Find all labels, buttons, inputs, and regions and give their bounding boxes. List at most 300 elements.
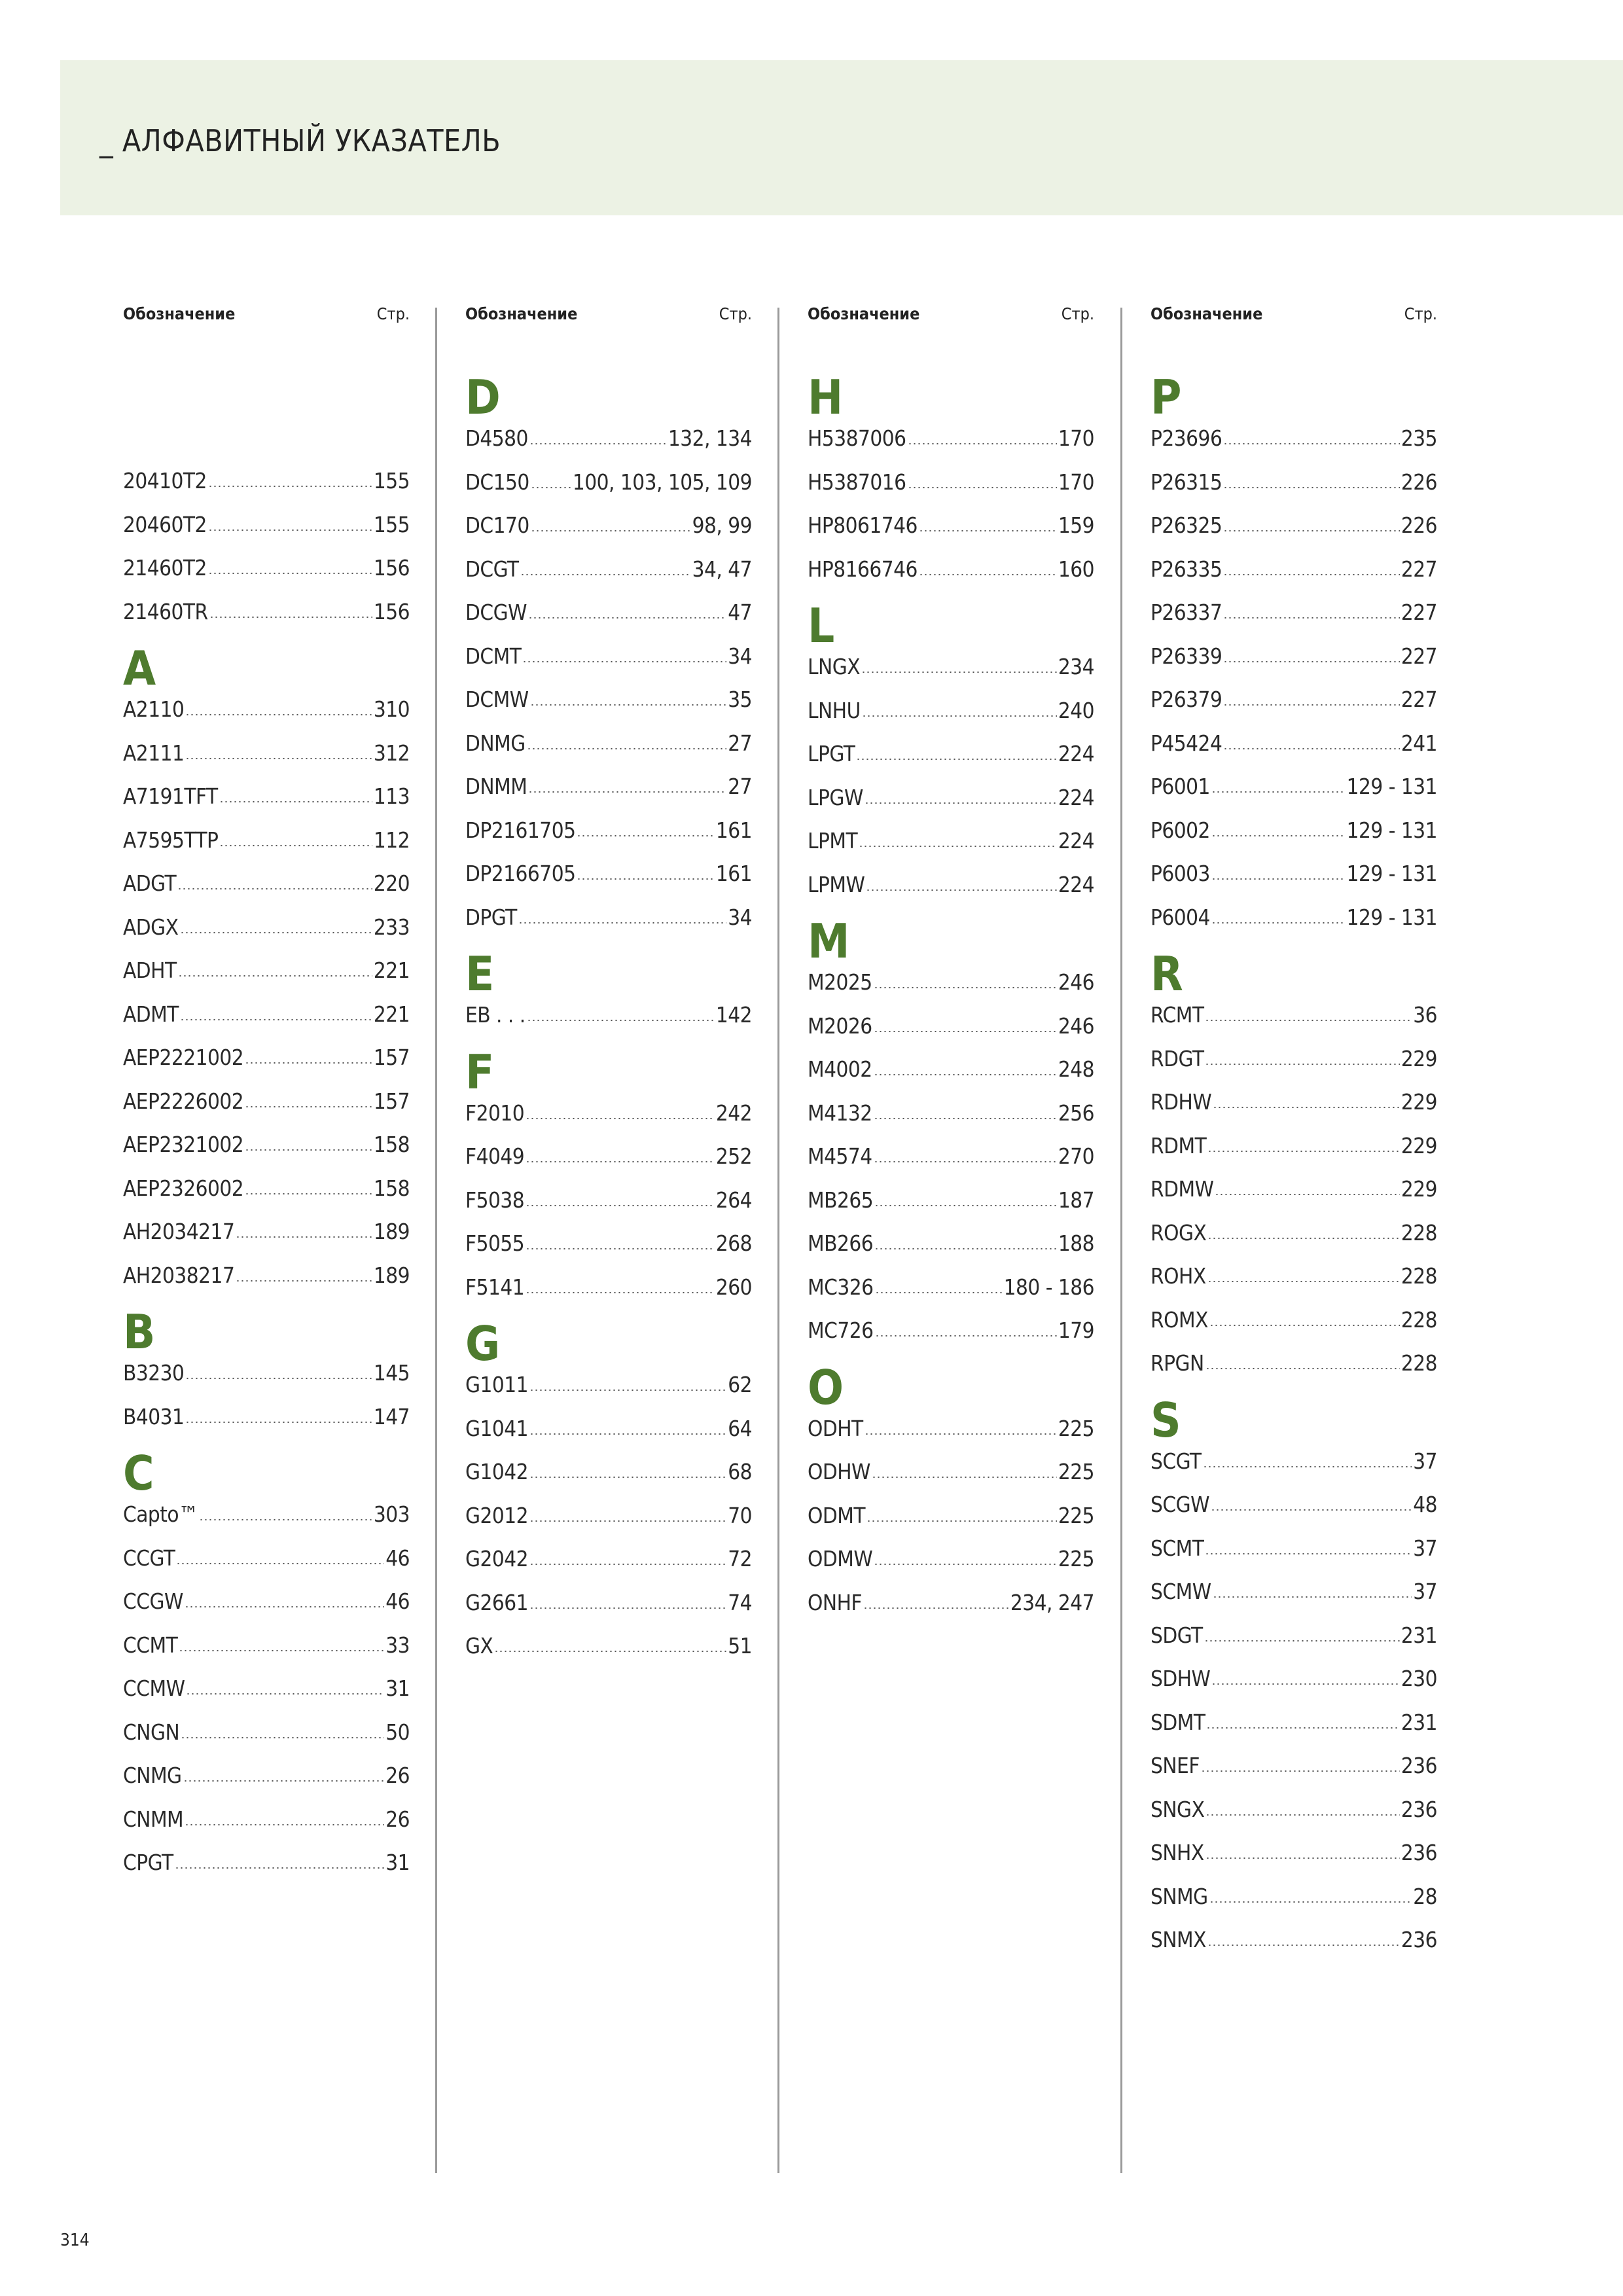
index-entry[interactable] bbox=[808, 1140, 1094, 1173]
entry-page: 233 bbox=[373, 914, 410, 940]
entry-code: RDGT bbox=[1150, 1045, 1204, 1071]
index-entry[interactable] bbox=[1150, 1662, 1437, 1695]
entry-code: P26339 bbox=[1150, 643, 1222, 669]
dot-leader bbox=[866, 1520, 1057, 1522]
dot-leader bbox=[529, 1520, 726, 1522]
index-entry[interactable] bbox=[1150, 1130, 1437, 1162]
index-entry[interactable] bbox=[123, 1041, 410, 1074]
entry-page: 158 bbox=[373, 1132, 410, 1158]
index-entry[interactable] bbox=[808, 1587, 1094, 1619]
entry-code: DC150 bbox=[465, 469, 529, 495]
section-letter: H bbox=[808, 370, 844, 425]
entry-code: MC726 bbox=[808, 1318, 874, 1344]
index-entry[interactable] bbox=[465, 1499, 752, 1532]
dot-leader bbox=[1211, 922, 1346, 924]
index-entry[interactable] bbox=[808, 694, 1094, 727]
index-entry[interactable] bbox=[808, 738, 1094, 770]
index-entry[interactable] bbox=[1150, 1880, 1437, 1913]
index-entry[interactable] bbox=[808, 422, 1094, 455]
index-entry[interactable] bbox=[123, 465, 410, 497]
index-entry[interactable] bbox=[1150, 683, 1437, 716]
entry-code: DPGT bbox=[465, 904, 517, 930]
entry-page: 224 bbox=[1058, 871, 1094, 897]
entry-code: CCGT bbox=[123, 1545, 175, 1571]
index-entry[interactable] bbox=[1150, 1532, 1437, 1565]
entry-page: 142 bbox=[715, 1002, 752, 1028]
entry-code: ADGT bbox=[123, 870, 177, 897]
dot-leader bbox=[1207, 1281, 1400, 1282]
entry-code: ROHX bbox=[1150, 1263, 1206, 1289]
column-divider bbox=[435, 308, 437, 2173]
dot-leader bbox=[577, 878, 714, 880]
entry-page: 50 bbox=[385, 1719, 410, 1745]
index-entry[interactable] bbox=[465, 683, 752, 716]
dot-leader bbox=[245, 1193, 372, 1194]
dot-leader bbox=[874, 1161, 1057, 1162]
index-column bbox=[808, 0, 1094, 2225]
entry-code: RCMT bbox=[1150, 1002, 1204, 1028]
entry-page: 160 bbox=[1058, 556, 1094, 582]
entry-code: HP8061746 bbox=[808, 512, 918, 538]
entry-code: SCMW bbox=[1150, 1579, 1211, 1605]
entry-code: LPMT bbox=[808, 828, 858, 854]
index-entry[interactable] bbox=[1150, 509, 1437, 542]
dot-leader bbox=[865, 802, 1057, 804]
entry-code: AEP2226002 bbox=[123, 1088, 244, 1114]
dot-leader bbox=[185, 1606, 384, 1607]
dot-leader bbox=[175, 1867, 385, 1869]
index-entry[interactable] bbox=[123, 1498, 410, 1531]
entry-code: SCGT bbox=[1150, 1448, 1202, 1474]
index-entry[interactable] bbox=[808, 1010, 1094, 1043]
dot-leader bbox=[185, 1824, 384, 1825]
dot-leader bbox=[530, 704, 727, 706]
index-entry[interactable] bbox=[1150, 1619, 1437, 1652]
section-letter: L bbox=[808, 598, 835, 654]
entry-code: CPGT bbox=[123, 1850, 173, 1876]
dot-leader bbox=[177, 888, 372, 889]
index-entry[interactable] bbox=[1150, 770, 1437, 803]
entry-code: G1041 bbox=[465, 1415, 529, 1441]
entry-code: DNMM bbox=[465, 774, 527, 799]
entry-code: 20460T2 bbox=[123, 511, 207, 537]
entry-code: P45424 bbox=[1150, 730, 1222, 756]
entry-page: 26 bbox=[385, 1763, 410, 1789]
dot-leader bbox=[1205, 1814, 1399, 1816]
dot-leader bbox=[180, 1019, 372, 1020]
entry-page: 68 bbox=[728, 1459, 752, 1485]
index-entry[interactable] bbox=[465, 509, 752, 542]
dot-leader bbox=[862, 715, 1057, 717]
section-letter: F bbox=[465, 1044, 495, 1100]
index-entry[interactable] bbox=[808, 466, 1094, 499]
index-entry[interactable] bbox=[1150, 422, 1437, 455]
index-entry[interactable] bbox=[1150, 1043, 1437, 1075]
dot-leader bbox=[865, 1433, 1057, 1435]
index-entry[interactable] bbox=[1150, 1260, 1437, 1293]
dot-leader bbox=[1205, 1020, 1412, 1021]
section-letter: O bbox=[808, 1359, 844, 1415]
index-entry[interactable] bbox=[1150, 1924, 1437, 1956]
index-entry[interactable] bbox=[123, 911, 410, 944]
entry-code: AEP2326002 bbox=[123, 1175, 244, 1201]
entry-page: 34 bbox=[728, 643, 752, 669]
index-entry[interactable] bbox=[123, 1357, 410, 1390]
column-header-designation: Обозначение bbox=[808, 304, 920, 323]
entry-page: 189 bbox=[373, 1262, 410, 1288]
index-entry[interactable] bbox=[123, 1085, 410, 1118]
index-entry[interactable] bbox=[465, 1630, 752, 1662]
index-entry[interactable] bbox=[1150, 999, 1437, 1031]
index-entry[interactable] bbox=[1150, 1086, 1437, 1119]
entry-code: DP2161705 bbox=[465, 817, 576, 843]
entry-page: 221 bbox=[373, 1001, 410, 1027]
column-header-page: Стр. bbox=[1404, 304, 1437, 323]
dot-leader bbox=[529, 1477, 726, 1478]
entry-page: 161 bbox=[715, 861, 752, 886]
index-entry[interactable] bbox=[123, 780, 410, 813]
dot-leader bbox=[874, 1248, 1057, 1249]
entry-code: H5387006 bbox=[808, 425, 906, 451]
index-entry[interactable] bbox=[465, 1412, 752, 1445]
dot-leader bbox=[527, 1020, 715, 1021]
index-entry[interactable] bbox=[123, 1215, 410, 1248]
index-entry[interactable] bbox=[808, 1499, 1094, 1532]
dot-leader bbox=[526, 1292, 715, 1293]
entry-page: 227 bbox=[1400, 687, 1437, 712]
dot-leader bbox=[1223, 661, 1400, 662]
entry-page: 227 bbox=[1400, 556, 1437, 582]
index-entry[interactable] bbox=[808, 553, 1094, 586]
index-entry[interactable] bbox=[123, 1716, 410, 1749]
index-column bbox=[123, 0, 410, 2225]
entry-page: 225 bbox=[1058, 1415, 1094, 1441]
index-entry[interactable] bbox=[808, 781, 1094, 814]
section-letter: A bbox=[123, 641, 156, 696]
entry-page: 129 - 131 bbox=[1346, 817, 1437, 843]
dot-leader bbox=[1205, 1553, 1412, 1554]
section-letter: C bbox=[123, 1446, 154, 1501]
entry-page: 229 bbox=[1400, 1132, 1437, 1158]
entry-code: MB265 bbox=[808, 1187, 874, 1213]
entry-page: 51 bbox=[728, 1633, 752, 1659]
entry-page: 228 bbox=[1400, 1350, 1437, 1376]
index-entry[interactable] bbox=[1150, 857, 1437, 890]
entry-page: 189 bbox=[373, 1219, 410, 1245]
entry-code: EB . . . bbox=[465, 1002, 526, 1028]
entry-code: A7191TFT bbox=[123, 783, 218, 810]
dot-leader bbox=[529, 443, 667, 444]
entry-page: 260 bbox=[715, 1274, 752, 1300]
entry-code: P26337 bbox=[1150, 600, 1222, 625]
index-entry[interactable] bbox=[465, 422, 752, 455]
index-entry[interactable] bbox=[808, 509, 1094, 542]
dot-leader bbox=[1207, 1151, 1400, 1152]
entry-page: 27 bbox=[728, 730, 752, 756]
index-entry[interactable] bbox=[123, 552, 410, 584]
dot-leader bbox=[179, 1650, 384, 1651]
entry-page: 236 bbox=[1400, 1796, 1437, 1822]
entry-code: F5038 bbox=[465, 1187, 525, 1213]
index-entry[interactable] bbox=[465, 466, 752, 499]
entry-code: B3230 bbox=[123, 1360, 185, 1386]
index-entry[interactable] bbox=[1150, 1217, 1437, 1249]
index-entry[interactable] bbox=[465, 1369, 752, 1401]
dot-leader bbox=[522, 661, 726, 662]
index-entry[interactable] bbox=[1150, 1173, 1437, 1206]
dot-leader bbox=[1205, 1064, 1399, 1065]
index-entry[interactable] bbox=[465, 1184, 752, 1217]
entry-page: 226 bbox=[1400, 512, 1437, 538]
dot-leader bbox=[1209, 1901, 1412, 1903]
index-entry[interactable] bbox=[808, 825, 1094, 857]
index-entry[interactable] bbox=[1150, 640, 1437, 673]
entry-code: F2010 bbox=[465, 1100, 525, 1126]
entry-page: 98, 99 bbox=[692, 512, 752, 538]
index-entry[interactable] bbox=[465, 814, 752, 847]
section-letter: D bbox=[465, 370, 501, 425]
entry-page: 312 bbox=[373, 740, 410, 766]
entry-code: ONHF bbox=[808, 1589, 862, 1615]
dot-leader bbox=[526, 1205, 715, 1206]
column-header bbox=[465, 304, 752, 331]
entry-code: CNGN bbox=[123, 1719, 180, 1745]
index-entry[interactable] bbox=[808, 1227, 1094, 1260]
dot-leader bbox=[1223, 443, 1400, 444]
entry-page: 37 bbox=[1413, 1579, 1437, 1605]
index-entry[interactable] bbox=[808, 1314, 1094, 1347]
index-entry[interactable] bbox=[123, 954, 410, 987]
dot-leader bbox=[874, 1074, 1057, 1075]
entry-code: F5055 bbox=[465, 1230, 525, 1257]
entry-page: 147 bbox=[373, 1403, 410, 1429]
dot-leader bbox=[1206, 1727, 1399, 1729]
dot-leader bbox=[176, 1563, 384, 1564]
entry-page: 225 bbox=[1058, 1502, 1094, 1528]
index-entry[interactable] bbox=[123, 693, 410, 726]
index-entry[interactable] bbox=[465, 1271, 752, 1304]
index-entry[interactable] bbox=[123, 509, 410, 541]
entry-page: 264 bbox=[715, 1187, 752, 1213]
index-entry[interactable] bbox=[123, 867, 410, 900]
index-entry[interactable] bbox=[123, 1672, 410, 1705]
index-entry[interactable] bbox=[1150, 1445, 1437, 1478]
entry-code: P26315 bbox=[1150, 469, 1222, 495]
index-entry[interactable] bbox=[1150, 1347, 1437, 1380]
entry-page: 229 bbox=[1400, 1089, 1437, 1115]
index-entry[interactable] bbox=[808, 1184, 1094, 1217]
entry-code: P6001 bbox=[1150, 774, 1210, 799]
entry-page: 229 bbox=[1400, 1176, 1437, 1202]
index-entry[interactable] bbox=[808, 1456, 1094, 1488]
index-entry[interactable] bbox=[465, 857, 752, 890]
entry-code: ODMT bbox=[808, 1502, 865, 1528]
entry-page: 248 bbox=[1058, 1056, 1094, 1083]
entry-code: CNMM bbox=[123, 1806, 184, 1832]
index-entry[interactable] bbox=[465, 553, 752, 586]
entry-page: 37 bbox=[1413, 1535, 1437, 1561]
index-entry[interactable] bbox=[465, 1097, 752, 1130]
index-entry[interactable] bbox=[465, 727, 752, 760]
dot-leader bbox=[185, 1422, 372, 1423]
entry-code: MC326 bbox=[808, 1274, 874, 1300]
dot-leader bbox=[1223, 530, 1400, 531]
entry-page: 37 bbox=[1413, 1448, 1437, 1474]
index-entry[interactable] bbox=[465, 1587, 752, 1619]
index-entry[interactable] bbox=[465, 901, 752, 934]
index-entry[interactable] bbox=[808, 966, 1094, 999]
entry-code: AEP2321002 bbox=[123, 1132, 244, 1158]
index-entry[interactable] bbox=[1150, 1793, 1437, 1826]
dot-leader bbox=[526, 1161, 715, 1162]
entry-page: 231 bbox=[1400, 1709, 1437, 1735]
index-entry[interactable] bbox=[1150, 1575, 1437, 1608]
entry-code: A2110 bbox=[123, 696, 185, 723]
column-header bbox=[123, 304, 410, 331]
index-entry[interactable] bbox=[465, 596, 752, 629]
column-header bbox=[808, 304, 1094, 331]
dot-leader bbox=[577, 835, 714, 836]
entry-page: 234 bbox=[1058, 654, 1094, 680]
entry-page: 180 - 186 bbox=[1003, 1274, 1094, 1300]
dot-leader bbox=[1211, 835, 1346, 836]
index-entry[interactable] bbox=[465, 770, 752, 803]
index-entry[interactable] bbox=[808, 651, 1094, 683]
entry-page: 225 bbox=[1058, 1546, 1094, 1572]
dot-leader bbox=[875, 1292, 1003, 1293]
entry-page: 46 bbox=[385, 1545, 410, 1571]
entry-code: G1011 bbox=[465, 1372, 529, 1398]
column-header-designation: Обозначение bbox=[123, 304, 236, 323]
section-letter: E bbox=[465, 946, 495, 1002]
dot-leader bbox=[1211, 1509, 1412, 1511]
index-entry[interactable] bbox=[1150, 727, 1437, 760]
index-entry[interactable] bbox=[1150, 553, 1437, 586]
entry-code: SDMT bbox=[1150, 1709, 1205, 1735]
index-entry[interactable] bbox=[808, 1097, 1094, 1130]
index-entry[interactable] bbox=[123, 1401, 410, 1433]
index-entry[interactable] bbox=[808, 1053, 1094, 1086]
entry-code: RPGN bbox=[1150, 1350, 1204, 1376]
entry-page: 230 bbox=[1400, 1666, 1437, 1692]
index-entry[interactable] bbox=[123, 1259, 410, 1292]
index-entry[interactable] bbox=[808, 1271, 1094, 1304]
index-entry[interactable] bbox=[465, 1227, 752, 1260]
index-entry[interactable] bbox=[123, 596, 410, 628]
dot-leader bbox=[1209, 1325, 1400, 1326]
index-entry[interactable] bbox=[123, 1803, 410, 1836]
dot-leader bbox=[236, 1236, 372, 1238]
entry-page: 159 bbox=[1058, 512, 1094, 538]
index-entry[interactable] bbox=[1150, 466, 1437, 499]
index-entry[interactable] bbox=[123, 824, 410, 857]
entry-code: M4574 bbox=[808, 1143, 872, 1170]
dot-leader bbox=[1211, 791, 1346, 793]
dot-leader bbox=[199, 1519, 372, 1520]
index-entry[interactable] bbox=[465, 1456, 752, 1488]
index-entry[interactable] bbox=[123, 1759, 410, 1792]
entry-code: SDHW bbox=[1150, 1666, 1211, 1692]
entry-page: 31 bbox=[385, 1850, 410, 1876]
index-entry[interactable] bbox=[123, 1128, 410, 1161]
entry-code: HP8166746 bbox=[808, 556, 918, 582]
entry-page: 155 bbox=[373, 468, 410, 493]
entry-page: 62 bbox=[728, 1372, 752, 1398]
entry-page: 256 bbox=[1058, 1100, 1094, 1126]
index-entry[interactable] bbox=[123, 998, 410, 1031]
dot-leader bbox=[531, 530, 691, 531]
dot-leader bbox=[874, 1205, 1057, 1206]
index-entry[interactable] bbox=[808, 869, 1094, 901]
index-entry[interactable] bbox=[123, 737, 410, 770]
entry-code: ODHT bbox=[808, 1415, 863, 1441]
entry-code: 21460TR bbox=[123, 598, 208, 624]
entry-page: 228 bbox=[1400, 1306, 1437, 1333]
dot-leader bbox=[875, 1335, 1057, 1336]
entry-code: F5141 bbox=[465, 1274, 525, 1300]
index-entry[interactable] bbox=[1150, 814, 1437, 847]
index-entry[interactable] bbox=[465, 1543, 752, 1575]
index-entry[interactable] bbox=[1150, 1749, 1437, 1782]
dot-leader bbox=[859, 846, 1057, 847]
index-entry[interactable] bbox=[1150, 1706, 1437, 1739]
dot-leader bbox=[209, 617, 372, 618]
index-entry[interactable] bbox=[1150, 1837, 1437, 1869]
index-entry[interactable] bbox=[808, 1412, 1094, 1445]
entry-code: DCMW bbox=[465, 687, 529, 712]
dot-leader bbox=[178, 975, 372, 977]
index-entry[interactable] bbox=[123, 1629, 410, 1662]
index-entry[interactable] bbox=[465, 640, 752, 673]
entry-code: DCMT bbox=[465, 643, 522, 669]
entry-code: M4132 bbox=[808, 1100, 872, 1126]
entry-code: LNGX bbox=[808, 654, 861, 680]
entry-code: P23696 bbox=[1150, 425, 1222, 451]
dot-leader bbox=[1223, 748, 1400, 749]
entry-page: 246 bbox=[1058, 969, 1094, 996]
index-entry[interactable] bbox=[123, 1542, 410, 1575]
index-entry[interactable] bbox=[1150, 1488, 1437, 1521]
index-entry[interactable] bbox=[808, 1543, 1094, 1575]
entry-code: 20410T2 bbox=[123, 468, 207, 493]
index-entry[interactable] bbox=[123, 1846, 410, 1879]
dot-leader bbox=[872, 1477, 1057, 1478]
entry-page: 227 bbox=[1400, 600, 1437, 625]
column-header bbox=[1150, 304, 1437, 331]
index-entry[interactable] bbox=[1150, 596, 1437, 629]
entry-code: LNHU bbox=[808, 697, 861, 723]
dot-leader bbox=[529, 1564, 726, 1565]
page-title: _ АЛФАВИТНЫЙ УКАЗАТЕЛЬ bbox=[99, 123, 501, 158]
index-entry[interactable] bbox=[465, 999, 752, 1031]
index-entry[interactable] bbox=[123, 1172, 410, 1205]
dot-leader bbox=[1204, 1640, 1400, 1641]
column-header-designation: Обозначение bbox=[1150, 304, 1263, 323]
dot-leader bbox=[874, 1564, 1057, 1565]
index-entry[interactable] bbox=[1150, 901, 1437, 934]
index-entry[interactable] bbox=[1150, 1304, 1437, 1336]
entry-page: 228 bbox=[1400, 1263, 1437, 1289]
column-header-page: Стр. bbox=[719, 304, 752, 323]
entry-code: RDMT bbox=[1150, 1132, 1207, 1158]
index-entry[interactable] bbox=[465, 1140, 752, 1173]
index-entry[interactable] bbox=[123, 1585, 410, 1618]
entry-page: 100, 103, 105, 109 bbox=[572, 469, 752, 495]
entry-page: 34, 47 bbox=[692, 556, 752, 582]
entry-page: 27 bbox=[728, 774, 752, 799]
page-number: 314 bbox=[60, 2231, 90, 2250]
entry-code: SNMG bbox=[1150, 1883, 1208, 1909]
